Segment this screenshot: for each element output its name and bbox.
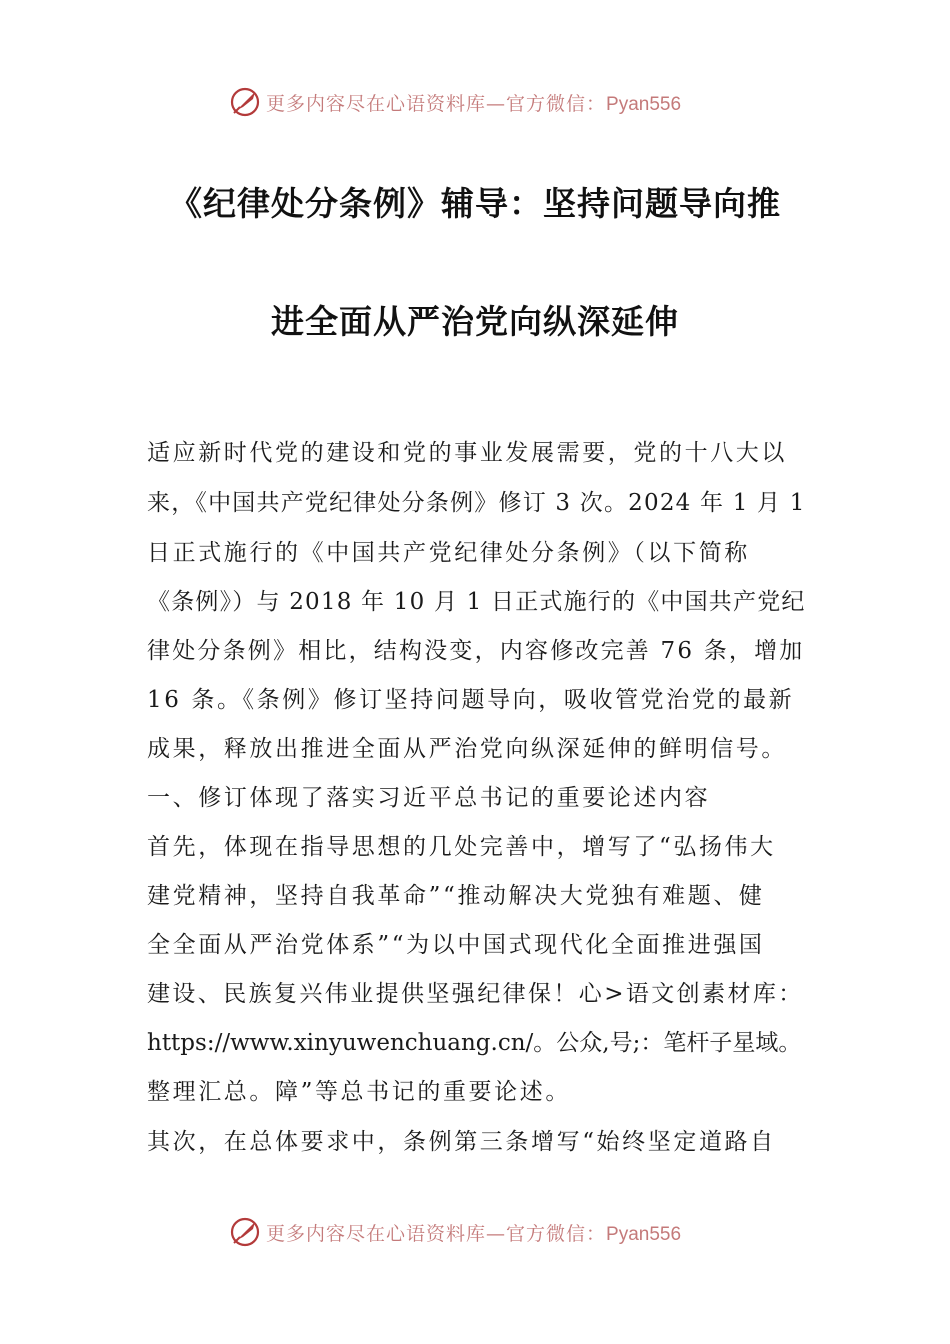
body-line: 16 条。《条例》修订坚持问题导向，吸收管党治党的最新 (147, 687, 795, 713)
body-line: 全全面从严治党体系”“为以中国式现代化全面推进强国 (147, 932, 765, 958)
body-line: 一、修订体现了落实习近平总书记的重要论述内容 (147, 785, 711, 811)
body-line: 建党精神，坚持自我革命”“推动解决大党独有难题、健 (147, 883, 765, 909)
quill-logo-icon (228, 85, 262, 119)
body-line: 日正式施行的《中国共产党纪律处分条例》（以下简称 (147, 540, 750, 566)
wechat-id: Pyan556 (606, 93, 682, 115)
document-title-line-2: 进全面从严治党向纵深延伸 (271, 302, 679, 341)
body-line: 首先，体现在指导思想的几处完善中，增写了“弘扬伟大 (147, 834, 776, 860)
body-line: 建设、民族复兴伟业提供坚强纪律保！心>语文创素材库： (147, 981, 804, 1007)
body-line: 来，《中国共产党纪律处分条例》修订 3 次。2024 年 1 月 1 (147, 490, 806, 516)
wechat-id: Pyan556 (606, 1223, 682, 1245)
body-line: 其次，在总体要求中，条例第三条增写“始终坚定道路自 (147, 1129, 776, 1155)
body-line: 律处分条例》相比，结构没变，内容修改完善 76 条，增加 (147, 638, 805, 664)
body-line: 《条例》）与 2018 年 10 月 1 日正式施行的《中国共产党纪 (147, 589, 806, 615)
body-line: 整理汇总。障”等总书记的重要论述。 (147, 1079, 571, 1105)
document-title-line-1: 《纪律处分条例》辅导：坚持问题导向推 (169, 184, 781, 223)
banner-text: 更多内容尽在心语资料库—官方微信：Pyan556 (266, 92, 682, 115)
body-line: 成果，释放出推进全面从严治党向纵深延伸的鲜明信号。 (147, 736, 787, 762)
banner-text: 更多内容尽在心语资料库—官方微信：Pyan556 (266, 1222, 682, 1245)
quill-logo-icon (228, 1215, 262, 1249)
body-line: https://www.xinyuwenchuang.cn/。公众,号;：笔杆子星域。 (147, 1030, 802, 1056)
header-banner (0, 82, 950, 122)
body-line: 适应新时代党的建设和党的事业发展需要，党的十八大以 (147, 440, 787, 466)
footer-banner (0, 1212, 950, 1252)
